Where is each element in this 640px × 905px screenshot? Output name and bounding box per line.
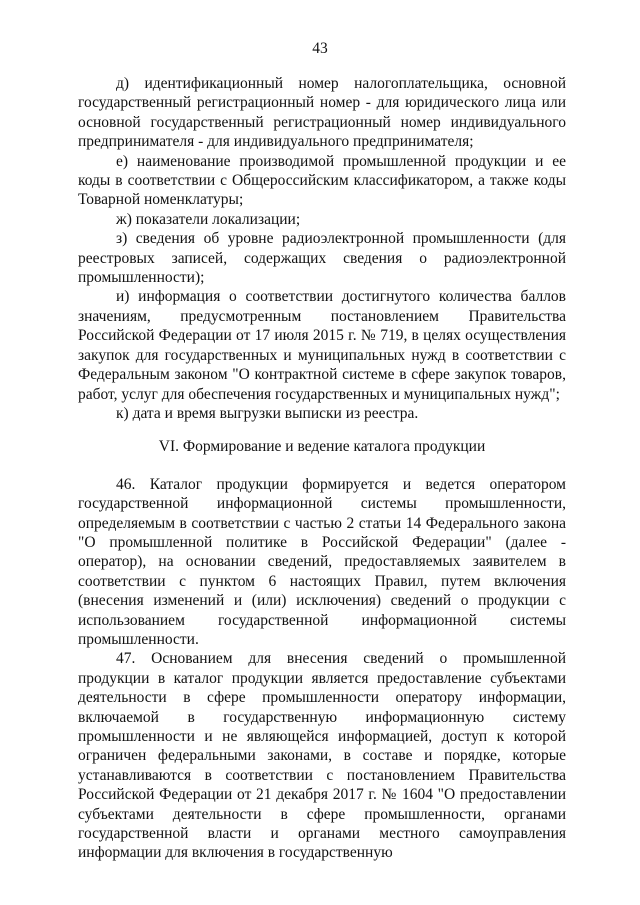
paragraph-z: з) сведения об уровне радиоэлектронной промышленности (для реестровых записей, содержащих сведения о радиоэлектронной промышленности);	[78, 230, 566, 287]
paragraph-46: 46. Каталог продукции формируется и ведется оператором государственной информационной системы промышленности, определяемым в соответствии с частью 2 статьи 14 Федерального закона "О промышленной политике в Российской Федерации" (далее - оператор), на основании сведений, предоставляемых заявителем в соответствии с пунктом 6 настоящих Правил, путем включения (внесения изменений и (или) исключения) сведений о продукции с использованием государственной информационной системы промышленности.	[78, 475, 566, 648]
paragraph-i: и) информация о соответствии достигнутого количества баллов значениям, предусмотренным постановлением Правительства Российской Федерации от 17 июля 2015 г. № 719, в целях осуществления закупок для государственных и муниципальных нужд в соответствии с Федеральным законом "О контрактной системе в сфере закупок товаров, работ, услуг для обеспечения государственных и муниципальных нужд";	[78, 288, 566, 403]
page-number: 43	[312, 40, 328, 57]
page-content	[78, 74, 566, 863]
paragraph-zh: ж) показатели локализации;	[116, 210, 301, 228]
paragraph-k: к) дата и время выгрузки выписки из реестра.	[116, 404, 419, 422]
paragraph-e: е) наименование производимой промышленной продукции и ее коды в соответствии с Общероссийским классификатором, а также коды Товарной номенклатуры;	[78, 152, 566, 209]
section-heading: VI. Формирование и ведение каталога продукции	[158, 438, 486, 456]
paragraph-d: д) идентификационный номер налогоплательщика, основной государственный регистрационный номер - для юридического лица или основной государственный регистрационный номер индивидуального предпринимателя - для индивидуального предпринимателя;	[78, 75, 566, 151]
paragraph-47: 47. Основанием для внесения сведений о промышленной продукции в каталог продукции является предоставление субъектами деятельности в сфере промышленности оператору информации, включаемой в государственную информационную систему промышленности и не являющейся информацией, доступ к которой ограничен федеральными законами, в составе и порядке, которые устанавливаются в соответствии с постановлением Правительства Российской Федерации от 21 декабря 2017 г. № 1604 "О предоставлении субъектами деятельности в сфере промышленности, органами государственной власти и органами местного самоуправления информации для включения в государственную	[78, 650, 566, 862]
